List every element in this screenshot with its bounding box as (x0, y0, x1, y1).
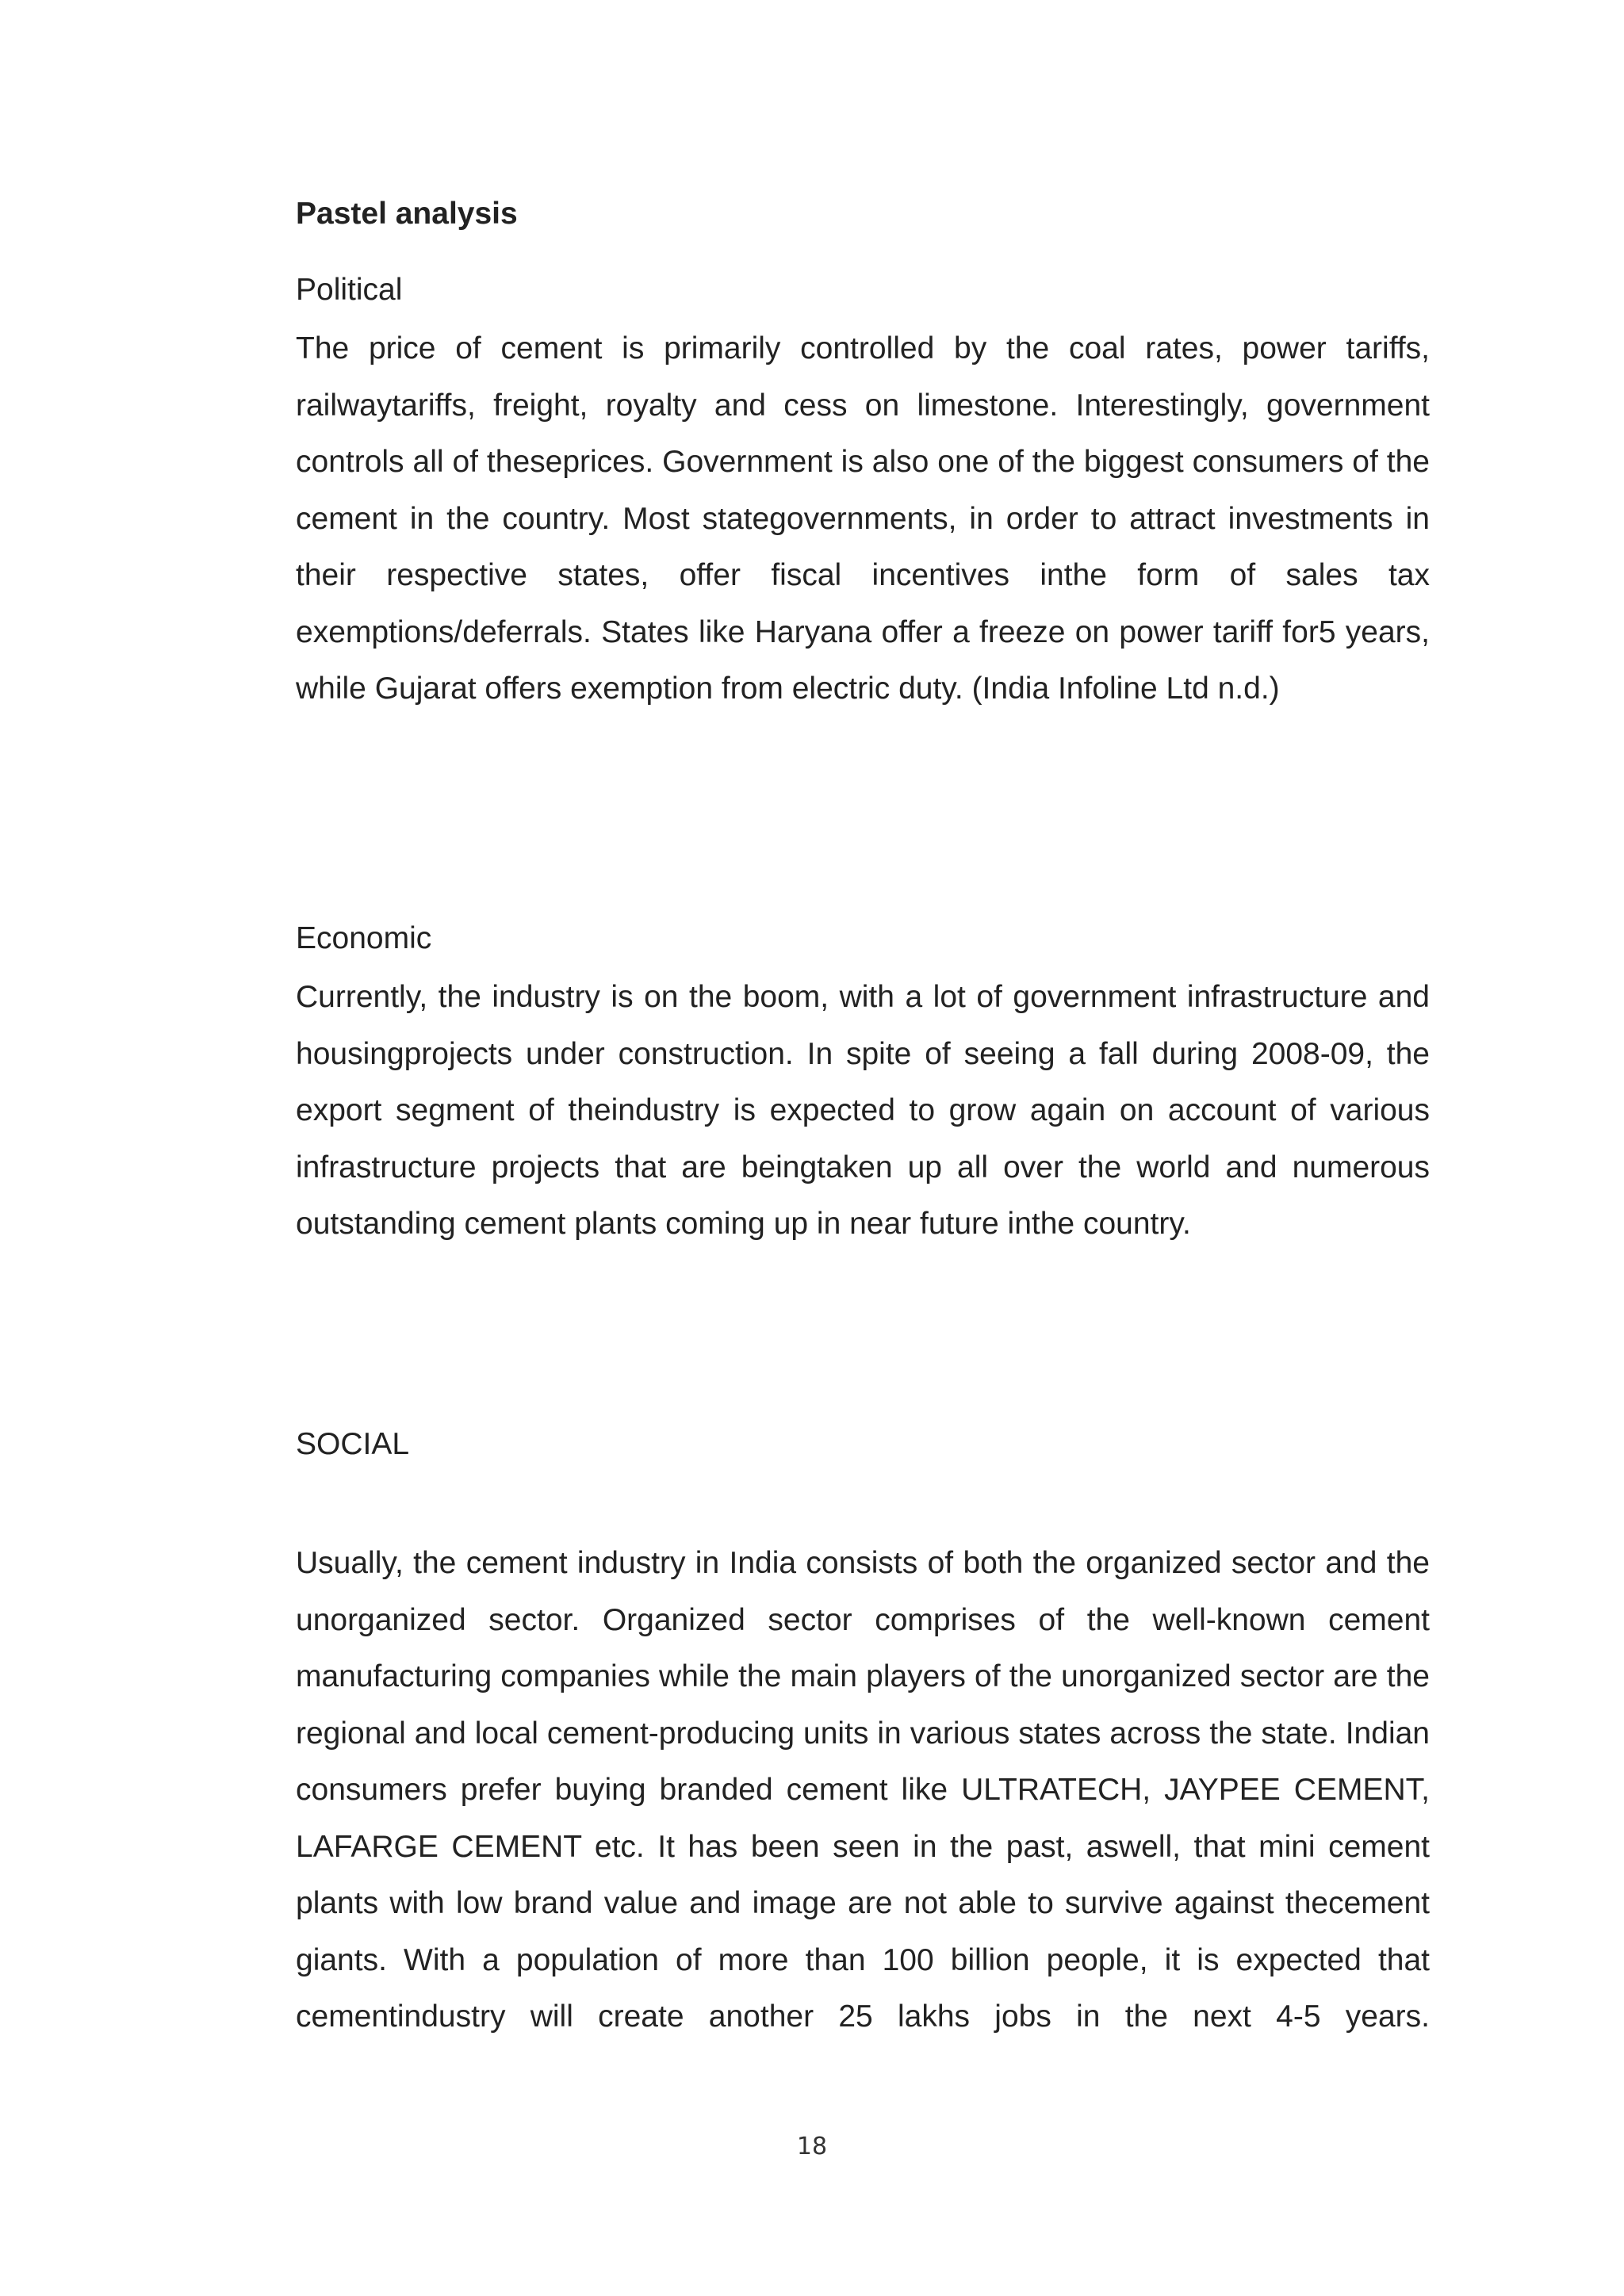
section-title-political: Political (296, 273, 403, 307)
page-heading: Pastel analysis (296, 197, 518, 231)
section-text-economic: Currently, the industry is on the boom, with a lot of government infrastructure and housingprojects under construction. In spite of seeing a fall during 2008-09, the export segment of theindustry is expected to grow again on account of various infrastructure projects that are beingtaken up all over the world and numerous outstanding cement plants coming up in near future inthe country. (296, 980, 1430, 1241)
page-number: 18 (796, 2133, 828, 2160)
section-text-political: The price of cement is primarily controlled by the coal rates, power tariffs, railwaytariffs, freight, royalty and cess on limestone. Interestingly, government controls all of theseprices. Government is also one of the biggest consumers of the cement in the country. Most stategovernments, in order to attract investments in their respective states, offer fiscal incentives inthe form of sales tax exemptions/deferrals. States like Haryana offer a freeze on power tariff for5 years, while Gujarat offers exemption from electric duty. (India Infoline Ltd n.d.) (296, 331, 1430, 706)
section-text-social: Usually, the cement industry in India consists of both the organized sector and the unorganized sector. Organized sector comprises of the well-known cement manufacturing companies while the main players of the unorganized sector are the regional and local cement-producing units in various states across the state. Indian consumers prefer buying branded cement like ULTRATECH, JAYPEE CEMENT, LAFARGE CEMENT etc. It has been seen in the past, aswell, that mini cement plants with low brand value and image are not able to survive against thecement giants. With a population of more than 100 billion people, it is expected that cementindustry will create another 25 lakhs jobs in the next 4-5 years. (296, 1546, 1430, 2034)
section-title-social: SOCIAL (296, 1427, 410, 1461)
section-title-economic: Economic (296, 921, 432, 955)
